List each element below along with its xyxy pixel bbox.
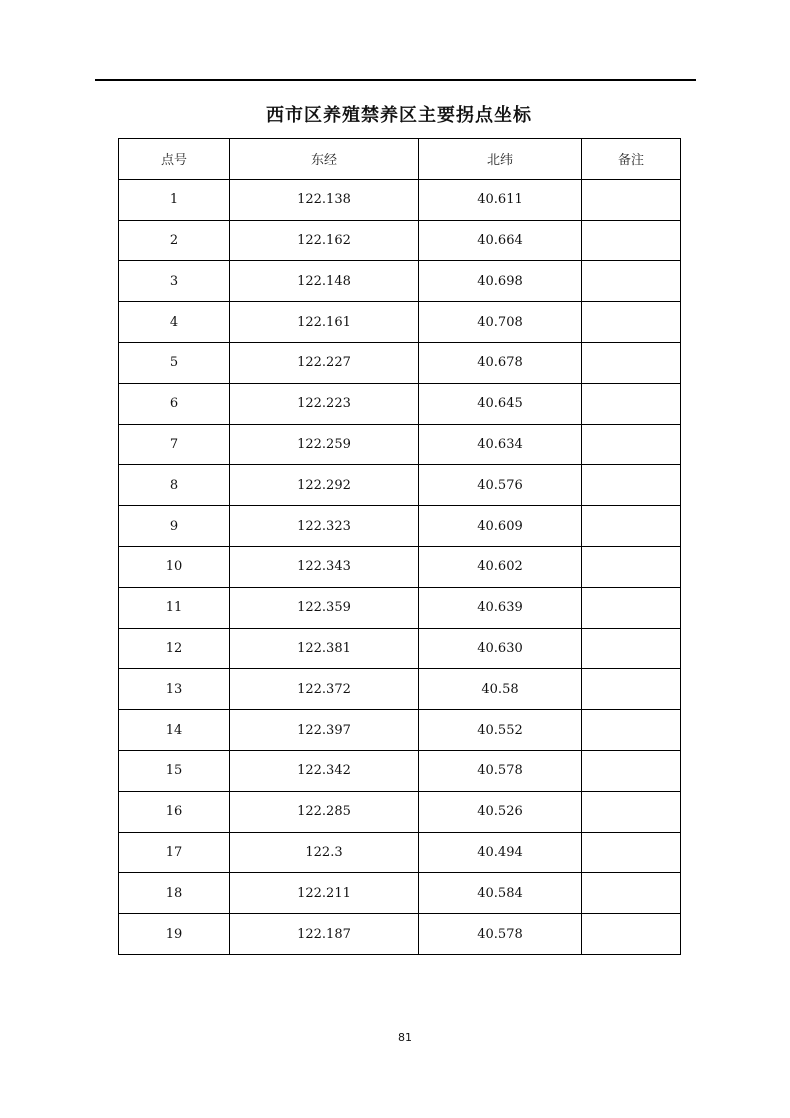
header-latitude: 北纬 [419,139,582,180]
cell-longitude: 122.148 [230,261,419,302]
header-remarks: 备注 [582,139,681,180]
cell-remarks [582,832,681,873]
cell-longitude: 122.292 [230,465,419,506]
cell-longitude: 122.323 [230,506,419,547]
document-title: 西市区养殖禁养区主要拐点坐标 [266,105,532,126]
cell-point-number: 12 [119,628,230,669]
cell-point-number: 14 [119,710,230,751]
table-row [119,302,681,343]
cell-remarks [582,465,681,506]
table-row [119,383,681,424]
table-row [119,669,681,710]
table-row [119,873,681,914]
cell-latitude: 40.602 [419,546,582,587]
cell-longitude: 122.359 [230,587,419,628]
coordinates-table [118,138,681,955]
cell-longitude: 122.342 [230,750,419,791]
table-row [119,179,681,220]
cell-remarks [582,506,681,547]
cell-remarks [582,424,681,465]
table-row [119,546,681,587]
cell-point-number: 19 [119,914,230,955]
cell-remarks [582,750,681,791]
cell-point-number: 18 [119,873,230,914]
table-row [119,465,681,506]
cell-longitude: 122.161 [230,302,419,343]
cell-point-number: 4 [119,302,230,343]
cell-latitude: 40.708 [419,302,582,343]
table-row [119,710,681,751]
cell-latitude: 40.639 [419,587,582,628]
header-point-number: 点号 [119,139,230,180]
cell-remarks [582,791,681,832]
cell-latitude: 40.678 [419,342,582,383]
table-row [119,261,681,302]
cell-point-number: 16 [119,791,230,832]
cell-longitude: 122.397 [230,710,419,751]
cell-latitude: 40.630 [419,628,582,669]
cell-latitude: 40.634 [419,424,582,465]
cell-longitude: 122.162 [230,220,419,261]
cell-remarks [582,383,681,424]
cell-point-number: 15 [119,750,230,791]
cell-longitude: 122.343 [230,546,419,587]
header-rule [95,79,696,81]
cell-longitude: 122.259 [230,424,419,465]
cell-remarks [582,873,681,914]
cell-remarks [582,914,681,955]
table-body [119,179,681,954]
cell-longitude: 122.285 [230,791,419,832]
cell-remarks [582,546,681,587]
table-row [119,750,681,791]
table-row [119,506,681,547]
cell-latitude: 40.576 [419,465,582,506]
table-row [119,587,681,628]
cell-latitude: 40.609 [419,506,582,547]
cell-point-number: 9 [119,506,230,547]
cell-point-number: 17 [119,832,230,873]
cell-point-number: 6 [119,383,230,424]
cell-latitude: 40.494 [419,832,582,873]
cell-latitude: 40.611 [419,179,582,220]
cell-longitude: 122.227 [230,342,419,383]
table-row [119,914,681,955]
cell-remarks [582,628,681,669]
table-row [119,791,681,832]
cell-remarks [582,179,681,220]
cell-point-number: 10 [119,546,230,587]
cell-latitude: 40.645 [419,383,582,424]
cell-longitude: 122.187 [230,914,419,955]
cell-remarks [582,342,681,383]
cell-latitude: 40.578 [419,750,582,791]
cell-longitude: 122.381 [230,628,419,669]
table-row [119,220,681,261]
cell-longitude: 122.372 [230,669,419,710]
cell-longitude: 122.3 [230,832,419,873]
cell-point-number: 3 [119,261,230,302]
cell-remarks [582,669,681,710]
cell-latitude: 40.578 [419,914,582,955]
cell-longitude: 122.223 [230,383,419,424]
cell-point-number: 13 [119,669,230,710]
cell-remarks [582,302,681,343]
cell-point-number: 8 [119,465,230,506]
cell-point-number: 5 [119,342,230,383]
table-row [119,832,681,873]
cell-remarks [582,710,681,751]
cell-point-number: 1 [119,179,230,220]
table-row [119,342,681,383]
header-longitude: 东经 [230,139,419,180]
cell-latitude: 40.698 [419,261,582,302]
cell-latitude: 40.552 [419,710,582,751]
table-row [119,628,681,669]
table-header-row [119,139,681,180]
cell-latitude: 40.58 [419,669,582,710]
cell-remarks [582,587,681,628]
table-row [119,424,681,465]
cell-longitude: 122.138 [230,179,419,220]
cell-remarks [582,261,681,302]
cell-point-number: 2 [119,220,230,261]
cell-point-number: 7 [119,424,230,465]
cell-latitude: 40.584 [419,873,582,914]
page-number: 81 [398,1031,412,1044]
cell-longitude: 122.211 [230,873,419,914]
cell-latitude: 40.664 [419,220,582,261]
cell-point-number: 11 [119,587,230,628]
cell-latitude: 40.526 [419,791,582,832]
cell-remarks [582,220,681,261]
